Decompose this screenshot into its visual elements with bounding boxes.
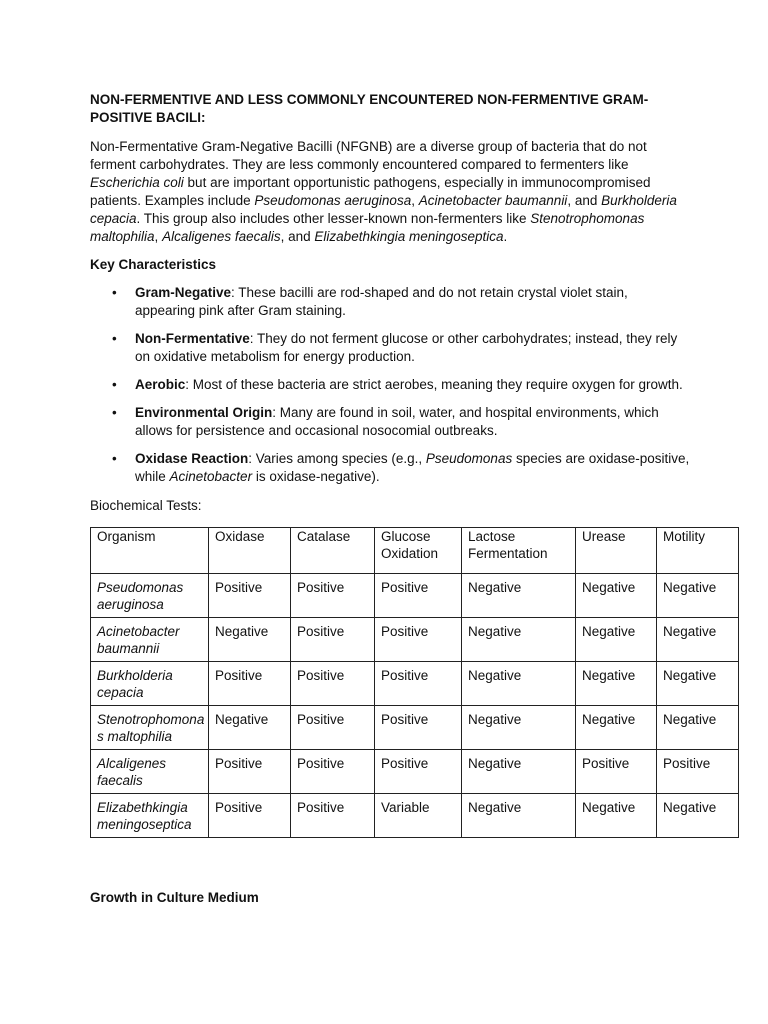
table-cell: Positive <box>291 750 375 794</box>
organism-cell: Pseudomonas aeruginosa <box>91 574 209 618</box>
table-cell: Positive <box>375 618 462 662</box>
table-row <box>91 662 739 706</box>
characteristics-list <box>90 284 690 496</box>
bullet-text: : They do not ferment glucose or other carbohydrates; instead, they rely on oxidative metabolism for energy production. <box>135 331 678 364</box>
table-row <box>91 574 739 618</box>
bullet-icon: • <box>112 405 117 420</box>
table-cell: Negative <box>657 706 739 750</box>
table-cell: Negative <box>209 706 291 750</box>
table-cell: Positive <box>209 662 291 706</box>
growth-heading: Growth in Culture Medium <box>90 890 259 905</box>
intro-text: Non-Fermentative Gram-Negative Bacilli (NFGNB) are a diverse group of bacteria that do not ferment carbohydrates. They are less commonly encountered compared to fermenters like <box>90 139 647 172</box>
table-cell: Positive <box>291 618 375 662</box>
table-cell: Positive <box>291 574 375 618</box>
column-header: Urease <box>576 528 657 574</box>
table-cell: Negative <box>462 750 576 794</box>
table-cell: Positive <box>375 750 462 794</box>
organism-cell: Alcaligenes faecalis <box>91 750 209 794</box>
bullet-icon: • <box>112 377 117 392</box>
table-cell: Negative <box>576 662 657 706</box>
intro-text: , and <box>280 229 315 244</box>
bullet-term: Non-Fermentative <box>135 331 250 346</box>
table-cell: Positive <box>291 706 375 750</box>
table-cell: Negative <box>462 662 576 706</box>
column-header: Catalase <box>291 528 375 574</box>
column-header: Motility <box>657 528 739 574</box>
list-item <box>90 330 690 366</box>
table-cell: Negative <box>462 794 576 838</box>
table-cell: Positive <box>209 794 291 838</box>
table-cell: Positive <box>657 750 739 794</box>
table-cell: Positive <box>291 662 375 706</box>
intro-organism: Alcaligenes faecalis <box>162 229 281 244</box>
column-header: Lactose Fermentation <box>462 528 576 574</box>
table-cell: Positive <box>291 794 375 838</box>
list-item <box>90 450 690 486</box>
table-cell: Positive <box>375 662 462 706</box>
table-row <box>91 750 739 794</box>
bullet-text: : Many are found in soil, water, and hospital environments, which allows for persistence and occasional nosocomial outbreaks. <box>135 405 659 438</box>
biochemical-tests-label: Biochemical Tests: <box>90 498 202 513</box>
bullet-text: : These bacilli are rod-shaped and do not retain crystal violet stain, appearing pink after Gram staining. <box>135 285 628 318</box>
document-title: NON-FERMENTIVE AND LESS COMMONLY ENCOUNTERED NON-FERMENTIVE GRAM-POSITIVE BACILI: <box>90 92 649 125</box>
table-cell: Variable <box>375 794 462 838</box>
bullet-term: Oxidase Reaction <box>135 451 249 466</box>
key-characteristics-heading: Key Characteristics <box>90 257 217 272</box>
table-cell: Positive <box>375 706 462 750</box>
list-item <box>90 284 690 320</box>
intro-organism: Escherichia coli <box>90 175 184 190</box>
table-cell: Positive <box>576 750 657 794</box>
bullet-organism: Acinetobacter <box>169 469 253 484</box>
bullet-icon: • <box>112 331 117 346</box>
bullet-term: Environmental Origin <box>135 405 273 420</box>
list-item <box>90 404 690 440</box>
bullet-organism: Pseudomonas <box>425 451 513 466</box>
bullet-text: species are oxidase-positive, while <box>135 451 690 484</box>
intro-text: . <box>503 229 508 244</box>
organism-cell: Stenotrophomona s maltophilia <box>91 706 209 750</box>
intro-organism: Elizabethkingia meningoseptica <box>314 229 504 244</box>
table-cell: Negative <box>576 794 657 838</box>
intro-organism: Acinetobacter baumannii <box>418 193 568 208</box>
intro-text: but are important opportunistic pathogens, especially in immunocompromised patients. Examples include <box>90 175 651 208</box>
bullet-text: is oxidase-negative). <box>252 469 380 484</box>
organism-cell: Elizabethkingia meningoseptica <box>91 794 209 838</box>
table-header-row <box>91 528 739 574</box>
bullet-text: : Most of these bacteria are strict aerobes, meaning they require oxygen for growth. <box>185 377 683 392</box>
column-header: Glucose Oxidation <box>375 528 462 574</box>
bullet-term: Gram-Negative <box>135 285 232 300</box>
table-cell: Negative <box>576 706 657 750</box>
bullet-text: : Varies among species (e.g., <box>248 451 426 466</box>
table-cell: Negative <box>657 618 739 662</box>
list-item <box>90 376 690 394</box>
table-cell: Negative <box>576 618 657 662</box>
column-header: Oxidase <box>209 528 291 574</box>
organism-cell: Burkholderia cepacia <box>91 662 209 706</box>
intro-text: , <box>154 229 163 244</box>
bullet-icon: • <box>112 451 117 466</box>
table-cell: Positive <box>209 750 291 794</box>
bullet-icon: • <box>112 285 117 300</box>
column-header: Organism <box>91 528 209 574</box>
table-cell: Negative <box>657 794 739 838</box>
intro-text: . This group also includes other lesser-known non-fermenters like <box>136 211 531 226</box>
intro-organism: Burkholderia cepacia <box>90 193 677 226</box>
table-cell: Negative <box>657 662 739 706</box>
table-cell: Positive <box>209 574 291 618</box>
intro-paragraph <box>90 138 680 246</box>
table-cell: Negative <box>462 574 576 618</box>
table-row <box>91 618 739 662</box>
biochemical-tests-table <box>90 527 739 838</box>
table-cell: Positive <box>375 574 462 618</box>
table-cell: Negative <box>657 574 739 618</box>
table-cell: Negative <box>209 618 291 662</box>
table-cell: Negative <box>462 618 576 662</box>
intro-organism: Pseudomonas aeruginosa <box>254 193 412 208</box>
intro-text: , and <box>567 193 602 208</box>
intro-text: , <box>411 193 419 208</box>
organism-cell: Acinetobacter baumannii <box>91 618 209 662</box>
intro-organism: Stenotrophomonas maltophilia <box>90 211 645 244</box>
bullet-term: Aerobic <box>135 377 186 392</box>
table-cell: Negative <box>462 706 576 750</box>
table-row <box>91 706 739 750</box>
table-cell: Negative <box>576 574 657 618</box>
table-row <box>91 794 739 838</box>
